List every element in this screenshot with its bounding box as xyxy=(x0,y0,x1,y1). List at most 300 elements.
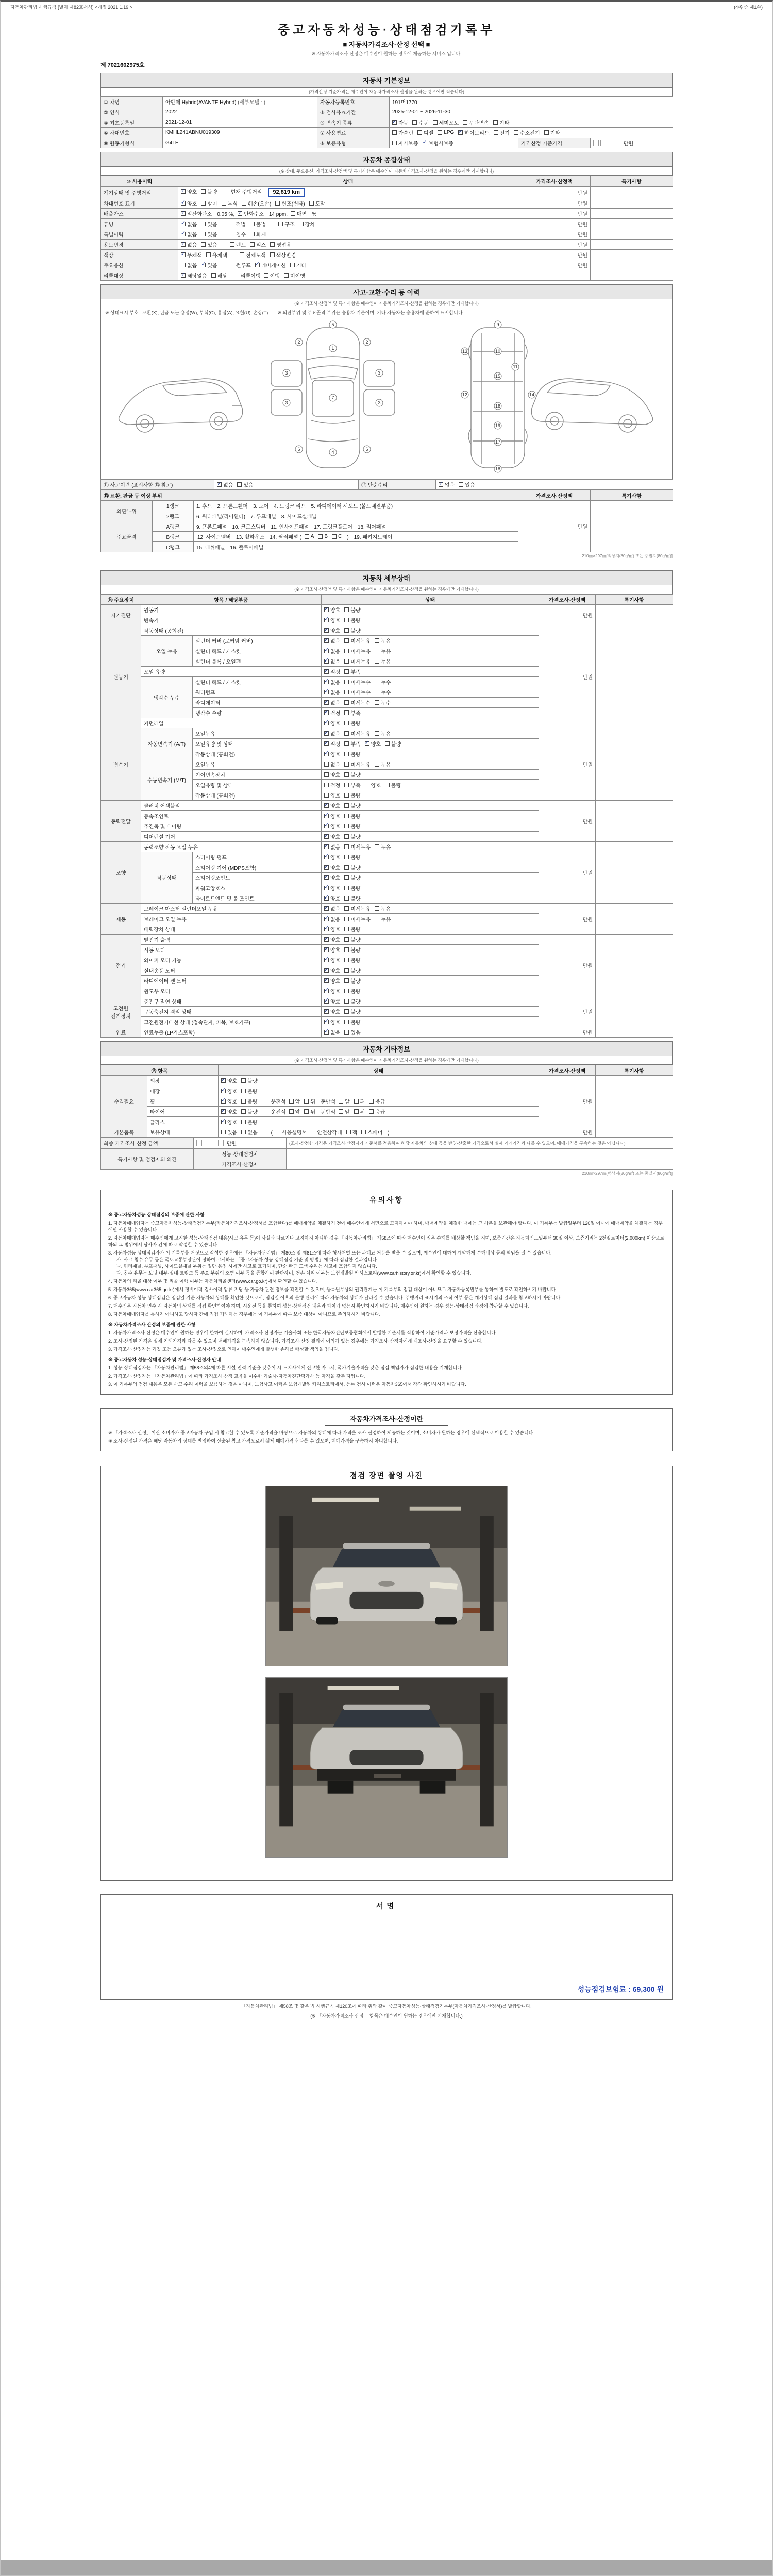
checkbox-있음[interactable] xyxy=(201,261,217,269)
item-label: 구동축전지 격리 상태 xyxy=(141,1007,322,1017)
checkbox-C[interactable] xyxy=(332,534,342,539)
checkbox-양호[interactable] xyxy=(324,802,340,809)
note-cell xyxy=(591,229,673,240)
checkbox-렌트[interactable] xyxy=(230,241,246,248)
checkbox-label: 앞 xyxy=(295,1099,300,1105)
checkbox-무단변속[interactable] xyxy=(463,118,489,126)
checkbox-잭[interactable] xyxy=(346,1128,358,1136)
checkbox-기타[interactable] xyxy=(290,261,306,269)
checkbox-없음[interactable] xyxy=(439,481,455,488)
checkbox-장치[interactable] xyxy=(299,220,315,228)
checkbox-누유[interactable] xyxy=(375,647,391,655)
checkbox-누유[interactable] xyxy=(375,730,391,737)
checkbox-불량[interactable] xyxy=(241,1108,257,1115)
part-list: 9. 프론트패널 10. 크로스멤버 11. 인사이드패널 17. 트렁크플로어 18. 리어패널 xyxy=(194,521,518,532)
checkbox-앞[interactable] xyxy=(289,1108,300,1115)
checkbox-양호[interactable] xyxy=(324,925,340,933)
checkbox-양호[interactable] xyxy=(324,874,340,882)
checkbox-label: 불량 xyxy=(350,855,361,861)
checkbox-A[interactable] xyxy=(305,534,314,539)
checkbox-양호[interactable] xyxy=(324,791,340,799)
checkbox-box xyxy=(201,242,206,247)
checkbox-누유[interactable] xyxy=(375,905,391,912)
checkbox-양호[interactable] xyxy=(181,188,197,195)
item-label: 타이로드엔드 및 볼 조인트 xyxy=(193,893,322,904)
checkbox-box xyxy=(365,741,369,746)
checkbox-리스[interactable] xyxy=(250,241,266,248)
checkbox-box xyxy=(241,1099,246,1104)
checkbox-양호[interactable] xyxy=(365,781,381,789)
checkbox-box xyxy=(291,211,295,216)
checkbox-미세누유[interactable] xyxy=(344,843,371,851)
checkbox-뒤[interactable] xyxy=(304,1097,315,1105)
checkbox-양호[interactable] xyxy=(324,719,340,727)
checkbox-label: 적정 xyxy=(330,783,341,789)
checkbox-불량[interactable] xyxy=(344,771,360,778)
checkbox-부식[interactable] xyxy=(222,199,238,207)
checkbox-불량[interactable] xyxy=(344,936,360,943)
item-state xyxy=(322,605,539,615)
price-cell: 만원 xyxy=(539,1027,596,1038)
checkbox-적정[interactable] xyxy=(324,709,340,717)
checkbox-양호[interactable] xyxy=(324,1018,340,1026)
checkbox-미세누수[interactable] xyxy=(344,678,371,686)
row-label: 배출가스 xyxy=(101,209,178,219)
checkbox-불량[interactable] xyxy=(344,719,360,727)
svg-text:9: 9 xyxy=(496,322,499,327)
checkbox-침수[interactable] xyxy=(230,230,246,238)
checkbox-양호[interactable] xyxy=(324,1008,340,1015)
regno-value: 191머1770 xyxy=(390,97,673,107)
checkbox-양호[interactable] xyxy=(324,884,340,892)
item-label: 변속기 xyxy=(141,615,322,625)
rank-label: B랭크 xyxy=(153,532,194,542)
checkbox-양호[interactable] xyxy=(324,936,340,943)
checkbox-box xyxy=(344,886,349,890)
item-state xyxy=(322,893,539,904)
checkbox-양호[interactable] xyxy=(221,1108,237,1115)
checkbox-유채색[interactable] xyxy=(206,251,227,259)
checkbox-양호[interactable] xyxy=(221,1087,237,1095)
checkbox-불량[interactable] xyxy=(344,884,360,892)
item-state xyxy=(322,996,539,1007)
checkbox-불량[interactable] xyxy=(241,1097,257,1105)
checkbox-없음[interactable] xyxy=(181,230,197,238)
checkbox-box xyxy=(412,120,417,125)
checkbox-불량[interactable] xyxy=(241,1087,257,1095)
checkbox-미세누유[interactable] xyxy=(344,760,371,768)
detail-head-state: 상태 xyxy=(322,595,539,605)
checkbox-훼손(오손)[interactable] xyxy=(242,199,271,207)
checkbox-기타[interactable] xyxy=(493,118,509,126)
checkbox-미세누수[interactable] xyxy=(344,699,371,706)
checkbox-불량[interactable] xyxy=(344,997,360,1005)
checkbox-양호[interactable] xyxy=(324,946,340,954)
checkbox-불량[interactable] xyxy=(344,853,360,861)
notice-line: 3. 자동차성능·상태점검자가 이 기록부를 거짓으로 작성한 경우에는 「자동차관리법」 제80조 및 제81조에 따라 형사처벌 또는 과태료 처분을 받을 수 있으며, 매수인에 대하여 계약해제·손해배상 등의 책임을 질 수 있습니다. xyxy=(108,1250,552,1256)
checkbox-양호[interactable] xyxy=(221,1077,237,1084)
checkbox-불량[interactable] xyxy=(385,740,401,748)
checkbox-전체도색[interactable] xyxy=(240,251,266,259)
checkbox-label: 불량 xyxy=(350,814,361,820)
checkbox-있음[interactable] xyxy=(344,1028,360,1036)
checkbox-불량[interactable] xyxy=(344,977,360,985)
checkbox-label: 불량 xyxy=(350,876,361,882)
checkbox-없음[interactable] xyxy=(324,760,340,768)
checkbox-box xyxy=(241,1130,246,1134)
price-cell: 만원 xyxy=(539,625,596,728)
checkbox-label: 미세누유 xyxy=(350,917,371,923)
checkbox-앞[interactable] xyxy=(339,1097,350,1105)
checkbox-label: 불량 xyxy=(350,999,361,1005)
checkbox-label: 영업용 xyxy=(276,243,292,248)
checkbox-적정[interactable] xyxy=(324,781,340,789)
checkbox-양호[interactable] xyxy=(324,977,340,985)
checkbox-양호[interactable] xyxy=(324,863,340,871)
checkbox-양호[interactable] xyxy=(221,1097,237,1105)
checkbox-안전삼각대[interactable] xyxy=(311,1128,342,1136)
device-group-label: 자기진단 xyxy=(101,605,141,625)
checkbox-불량[interactable] xyxy=(344,626,360,634)
checkbox-기타[interactable] xyxy=(544,129,560,137)
checkbox-box xyxy=(284,273,289,278)
rank-label: A랭크 xyxy=(153,521,194,532)
checkbox-양호[interactable] xyxy=(324,956,340,964)
document-number: 제 7021602975호 xyxy=(100,62,145,69)
checkbox-불량[interactable] xyxy=(344,616,360,624)
checkbox-하이브리드[interactable] xyxy=(458,129,489,137)
checkbox-부족[interactable] xyxy=(344,740,360,748)
checkbox-누수[interactable] xyxy=(375,699,391,706)
checkbox-불량[interactable] xyxy=(344,894,360,902)
checkbox-양호[interactable] xyxy=(324,894,340,902)
checkbox-box xyxy=(344,947,349,952)
checkbox-부족[interactable] xyxy=(344,668,360,675)
checkbox-불량[interactable] xyxy=(344,1008,360,1015)
checkbox-box xyxy=(344,803,349,808)
checkbox-불량[interactable] xyxy=(344,863,360,871)
checkbox-해당없음[interactable] xyxy=(181,272,207,279)
checkbox-있음[interactable] xyxy=(459,481,475,488)
engine-label: ⑧ 원동기형식 xyxy=(101,138,163,148)
checkbox-label: 불량 xyxy=(350,752,361,758)
checkbox-없음[interactable] xyxy=(324,688,340,696)
checkbox-box xyxy=(324,680,329,684)
checkbox-불량[interactable] xyxy=(344,791,360,799)
checkbox-양호[interactable] xyxy=(324,771,340,778)
checkbox-없음[interactable] xyxy=(324,843,340,851)
footer-band xyxy=(1,2560,772,2575)
checkbox-label: 불법 xyxy=(256,222,266,228)
checkbox-label: 세미오토 xyxy=(439,121,459,126)
checkbox-box xyxy=(217,482,222,487)
paper-spec-text: 210㎜×297㎜[백상지(80g/㎡) 또는 중질지(80g/㎡)] xyxy=(582,1171,673,1176)
note-cell xyxy=(591,187,673,198)
checkbox-label: 양호 xyxy=(227,1079,238,1084)
item-state xyxy=(219,1096,539,1107)
checkbox-자가보증[interactable] xyxy=(392,139,418,147)
checkbox-불량[interactable] xyxy=(201,188,217,195)
item-label: 라디에이터 팬 모터 xyxy=(141,976,322,986)
checkbox-있음[interactable] xyxy=(201,220,217,228)
checkbox-보험사보증[interactable] xyxy=(423,139,453,147)
checkbox-미세누수[interactable] xyxy=(344,688,371,696)
checkbox-없음[interactable] xyxy=(324,637,340,645)
checkbox-있음[interactable] xyxy=(201,241,217,248)
checkbox-없음[interactable] xyxy=(324,678,340,686)
checkbox-양호[interactable] xyxy=(365,740,381,748)
checkbox-있음[interactable] xyxy=(201,230,217,238)
checkbox-가솔린[interactable] xyxy=(392,129,413,137)
inline-text: 14 ppm, xyxy=(268,212,288,217)
checkbox-불량[interactable] xyxy=(344,1018,360,1026)
checkbox-label: 있음 xyxy=(350,1030,361,1036)
checkbox-있음[interactable] xyxy=(237,481,253,488)
checkbox-누유[interactable] xyxy=(375,915,391,923)
checkbox-적법[interactable] xyxy=(230,220,246,228)
checkbox-매연[interactable] xyxy=(291,210,307,217)
checkbox-미세누유[interactable] xyxy=(344,730,371,737)
svg-text:3: 3 xyxy=(285,370,288,376)
checkbox-앞[interactable] xyxy=(289,1097,300,1105)
note-cell xyxy=(591,260,673,270)
checkbox-앞[interactable] xyxy=(339,1108,350,1115)
checkbox-누유[interactable] xyxy=(375,657,391,665)
checkbox-양호[interactable] xyxy=(324,822,340,830)
item-label: 오일유량 및 상태 xyxy=(193,780,322,790)
checkbox-box xyxy=(344,896,349,901)
checkbox-불량[interactable] xyxy=(241,1118,257,1126)
checkbox-box xyxy=(344,607,349,612)
checkbox-뒤[interactable] xyxy=(354,1108,365,1115)
checkbox-양호[interactable] xyxy=(324,750,340,758)
checkbox-불량[interactable] xyxy=(344,967,360,974)
checkbox-변조(변타)[interactable] xyxy=(275,199,305,207)
item-label: 윈도우 모터 xyxy=(141,986,322,996)
checkbox-누수[interactable] xyxy=(375,678,391,686)
checkbox-양호[interactable] xyxy=(324,833,340,840)
checkbox-누수[interactable] xyxy=(375,688,391,696)
checkbox-해당[interactable] xyxy=(211,272,227,279)
checkbox-box xyxy=(324,978,329,983)
checkbox-label: 상이 xyxy=(207,201,217,207)
legal-line-1: 「자동차관리법」 제58조 및 같은 법 시행규칙 제120조에 따라 위와 같이 중고자동차성능·상태점검기록부(자동차가격조사·산정서)를 발급합니다. xyxy=(241,2004,532,2009)
checkbox-box xyxy=(289,1099,294,1104)
section-overall-condition xyxy=(100,152,673,281)
checkbox-이행[interactable] xyxy=(264,272,280,279)
service-note: ※ 자동차가격조사·산정은 매수인이 원하는 경우에 제공하는 서비스 입니다. xyxy=(311,51,462,56)
checkbox-없음[interactable] xyxy=(324,657,340,665)
checkbox-색상변경[interactable] xyxy=(270,251,296,259)
checkbox-box xyxy=(344,968,349,973)
checkbox-LPG[interactable] xyxy=(438,130,454,135)
checkbox-B[interactable] xyxy=(318,534,328,539)
item-state xyxy=(322,976,539,986)
checkbox-box xyxy=(344,628,349,633)
checkbox-없음[interactable] xyxy=(324,647,340,655)
checkbox-누유[interactable] xyxy=(375,760,391,768)
item-label: 오일누유 xyxy=(193,759,322,770)
checkbox-무채색[interactable] xyxy=(181,251,202,259)
checkbox-수동[interactable] xyxy=(412,118,428,126)
checkbox-양호[interactable] xyxy=(324,997,340,1005)
checkbox-불량[interactable] xyxy=(344,822,360,830)
checkbox-양호[interactable] xyxy=(324,626,340,634)
checkbox-label: 적정 xyxy=(330,742,341,748)
item-state xyxy=(322,636,539,646)
checkbox-양호[interactable] xyxy=(324,853,340,861)
accident-flags-table xyxy=(100,479,673,490)
checkbox-label: 불량 xyxy=(350,1020,361,1026)
checkbox-불량[interactable] xyxy=(344,987,360,995)
checkbox-미이행[interactable] xyxy=(284,272,305,279)
checkbox-양호[interactable] xyxy=(324,606,340,614)
checkbox-box xyxy=(344,752,349,756)
checkbox-양호[interactable] xyxy=(324,987,340,995)
checkbox-없음[interactable] xyxy=(217,481,233,488)
checkbox-응급[interactable] xyxy=(369,1108,385,1115)
checkbox-세미오토[interactable] xyxy=(433,118,459,126)
checkbox-미세누유[interactable] xyxy=(344,905,371,912)
price-cell: 만원 xyxy=(539,728,596,801)
checkbox-box xyxy=(324,927,329,931)
checkbox-불량[interactable] xyxy=(344,833,360,840)
checkbox-부족[interactable] xyxy=(344,709,360,717)
note-cell xyxy=(596,801,673,842)
item-state xyxy=(322,1007,539,1017)
checkbox-없음[interactable] xyxy=(181,220,197,228)
checkbox-부족[interactable] xyxy=(344,781,360,789)
checkbox-box xyxy=(324,731,329,736)
parts-price-head: 가격조사·산정액 xyxy=(518,490,591,501)
checkbox-box xyxy=(344,855,349,859)
detail-row xyxy=(101,904,673,914)
checkbox-미세누유[interactable] xyxy=(344,915,371,923)
checkbox-불량[interactable] xyxy=(344,812,360,820)
checkbox-미세누유[interactable] xyxy=(344,657,371,665)
checkbox-자동[interactable] xyxy=(392,118,408,126)
checkbox-label: 일산화탄소 xyxy=(187,212,212,217)
checkbox-영업용[interactable] xyxy=(270,241,291,248)
checkbox-box xyxy=(324,886,329,890)
checkbox-없음[interactable] xyxy=(181,241,197,248)
checkbox-썬루프[interactable] xyxy=(230,261,251,269)
checkbox-box xyxy=(305,534,309,539)
firstreg-label: ④ 최초등록일 xyxy=(101,117,163,128)
checkbox-box xyxy=(324,1030,329,1035)
checkbox-뒤[interactable] xyxy=(304,1108,315,1115)
checkbox-label: 미세누유 xyxy=(350,732,371,737)
checkbox-없음[interactable] xyxy=(324,699,340,706)
checkbox-box xyxy=(181,232,186,236)
checkbox-적정[interactable] xyxy=(324,668,340,675)
notice-line: 6. 중고자동차 성능·상태점검은 점검일 기준 자동차의 상태를 확인한 것으로서, 점검일 이후의 운행·관리에 따라 자동차의 상태가 달라질 수 있습니다. 주행거리 표시기의 조작 여부 등은 계기상태 점검 결과를 참고하시기 바랍니다. xyxy=(108,1295,562,1300)
checkbox-불량[interactable] xyxy=(344,874,360,882)
checkbox-label: B xyxy=(324,534,328,539)
checkbox-미세누유[interactable] xyxy=(344,647,371,655)
checkbox-누유[interactable] xyxy=(375,637,391,645)
checkbox-label: 뒤 xyxy=(360,1110,365,1115)
checkbox-box xyxy=(324,917,329,921)
checkbox-불량[interactable] xyxy=(385,781,401,789)
checkbox-네비게이션[interactable] xyxy=(255,261,286,269)
checkbox-탄화수소[interactable] xyxy=(238,210,264,217)
checkbox-양호[interactable] xyxy=(324,616,340,624)
checkbox-불량[interactable] xyxy=(344,946,360,954)
note-cell xyxy=(596,904,673,935)
item-label: 실내송풍 모터 xyxy=(141,965,322,976)
price-cell: 만원 xyxy=(518,219,591,229)
checkbox-디젤[interactable] xyxy=(417,129,433,137)
checkbox-없음[interactable] xyxy=(241,1128,257,1136)
checkbox-label: 누유 xyxy=(380,762,391,768)
checkbox-불량[interactable] xyxy=(344,925,360,933)
checkbox-없음[interactable] xyxy=(181,261,197,269)
checkbox-있음[interactable] xyxy=(221,1128,237,1136)
row-state xyxy=(178,250,518,260)
checkbox-label: 미세누유 xyxy=(350,762,371,768)
checkbox-box xyxy=(324,834,329,839)
checkbox-없음[interactable] xyxy=(324,915,340,923)
checkbox-일산화탄소[interactable] xyxy=(181,210,212,217)
inspection-photo-2 xyxy=(265,1677,508,1858)
checkbox-양호[interactable] xyxy=(181,199,197,207)
checkbox-수소전기[interactable] xyxy=(514,129,540,137)
item-state xyxy=(322,718,539,728)
checkbox-불량[interactable] xyxy=(344,802,360,809)
checkbox-전기[interactable] xyxy=(494,129,510,137)
checkbox-불량[interactable] xyxy=(344,606,360,614)
svg-text:5: 5 xyxy=(331,322,334,327)
checkbox-누유[interactable] xyxy=(375,843,391,851)
checkbox-label: 있음 xyxy=(243,483,254,488)
etc-row xyxy=(101,1076,673,1086)
checkbox-양호[interactable] xyxy=(221,1118,237,1126)
checkbox-없음[interactable] xyxy=(324,730,340,737)
checkbox-불법[interactable] xyxy=(250,220,266,228)
row-state xyxy=(178,260,518,270)
checkbox-불량[interactable] xyxy=(344,956,360,964)
checkbox-없음[interactable] xyxy=(324,1028,340,1036)
checkbox-box xyxy=(304,1109,309,1114)
checkbox-화재[interactable] xyxy=(250,230,266,238)
checkbox-구조[interactable] xyxy=(278,220,294,228)
checkbox-도말[interactable] xyxy=(309,199,325,207)
checkbox-label: 있음 xyxy=(207,263,217,269)
checkbox-label: 없음 xyxy=(187,243,197,248)
checkbox-미세누유[interactable] xyxy=(344,637,371,645)
item-label: 작동상태 (공회전) xyxy=(193,790,322,801)
checkbox-box xyxy=(339,1109,343,1114)
checkbox-label: 있음 xyxy=(207,232,217,238)
checkbox-없음[interactable] xyxy=(324,905,340,912)
checkbox-상이[interactable] xyxy=(201,199,217,207)
checkbox-응급[interactable] xyxy=(369,1097,385,1105)
checkbox-불량[interactable] xyxy=(344,750,360,758)
inline-text: 12. 사이드멤버 13. 휠하우스 14. 필러패널 ( xyxy=(197,535,301,540)
checkbox-사용설명서[interactable] xyxy=(276,1128,307,1136)
checkbox-label: 양호 xyxy=(330,866,341,871)
checkbox-적정[interactable] xyxy=(324,740,340,748)
checkbox-스패너[interactable] xyxy=(361,1128,382,1136)
checkbox-label: 불량 xyxy=(350,948,361,954)
item-state xyxy=(322,615,539,625)
checkbox-뒤[interactable] xyxy=(354,1097,365,1105)
checkbox-양호[interactable] xyxy=(324,812,340,820)
row-label: 리콜대상 xyxy=(101,270,178,281)
checkbox-양호[interactable] xyxy=(324,967,340,974)
checkbox-불량[interactable] xyxy=(241,1077,257,1084)
